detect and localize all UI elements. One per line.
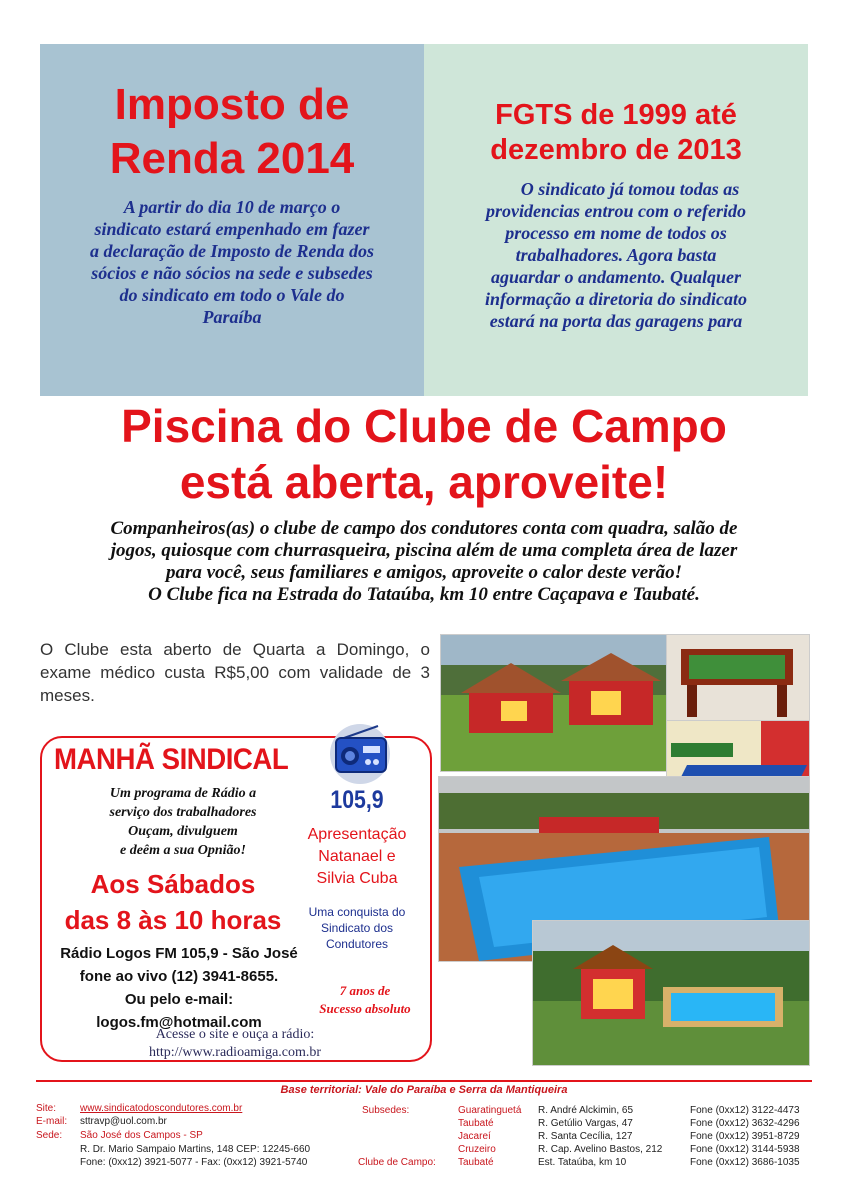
slogan-line: e deêm a sua Opnião! [120, 843, 246, 858]
imposto-line: a declaração de Imposto de Renda dos [90, 241, 374, 261]
footer-divider [36, 1080, 812, 1082]
contact-line: Ou pelo e-mail: [124, 991, 234, 1008]
fgts-line: O sindicato já tomou todas as [520, 179, 740, 199]
subsede-address: R. André Alckimin, 65 [538, 1105, 634, 1116]
fgts-line: providencias entrou com o referido [486, 201, 746, 221]
footer-clube-label: Clube de Campo: [358, 1157, 436, 1168]
club-description [20, 518, 828, 606]
conquest-line: Condutores [325, 937, 389, 951]
subsede-address: R. Santa Cecília, 127 [538, 1131, 633, 1142]
radio-contact [54, 942, 304, 1034]
desc-line: jogos, quiosque com churrasqueira, piscina além de uma completa área de lazer [110, 540, 738, 561]
subsede-city: Taubaté [458, 1118, 494, 1129]
fgts-title-line: dezembro de 2013 [490, 134, 742, 166]
imposto-line: A partir do dia 10 de março o [123, 197, 341, 217]
photo-foosball [666, 634, 810, 722]
photo-club-overview [532, 920, 810, 1066]
slogan-line: Um programa de Rádio a [109, 786, 257, 801]
fgts-title-line: FGTS de 1999 até [495, 99, 737, 131]
subsede-phone: Fone (0xx12) 3632-4296 [690, 1118, 800, 1129]
subsede-phone: Fone (0xx12) 3686-1035 [690, 1157, 800, 1168]
photo-kiosks [440, 634, 668, 772]
radio-site [110, 1026, 360, 1062]
conquest-line: Sindicato dos [320, 921, 394, 935]
radio-slogan [58, 784, 308, 860]
footer-sede-label: Sede: [36, 1130, 63, 1141]
site-line: Acesse o site e ouça a rádio: [155, 1027, 315, 1042]
footer-site-link[interactable]: www.sindicatodoscondutores.com.br [80, 1103, 243, 1114]
subsede-phone: Fone (0xx12) 3951-8729 [690, 1131, 800, 1142]
schedule-line: Aos Sábados [90, 869, 256, 899]
subsede-city: Guaratinguetá [458, 1105, 522, 1116]
presenter-line: Natanael e [318, 848, 396, 865]
desc-line: O Clube fica na Estrada do Tataúba, km 10 entre Caçapava e Taubaté. [148, 584, 700, 605]
footer-email[interactable]: sttravp@uol.com.br [80, 1116, 167, 1127]
radio-conquest [296, 904, 418, 952]
headline-line: Piscina do Clube de Campo [121, 400, 727, 452]
imposto-line: do sindicato em todo o Vale do [119, 285, 345, 305]
imposto-title-line: Imposto de [114, 80, 350, 129]
footer-email-label: E-mail: [36, 1116, 68, 1127]
subsede-address: R. Cap. Avelino Bastos, 212 [538, 1144, 663, 1155]
imposto-title [40, 78, 424, 186]
fgts-text [440, 178, 792, 332]
contact-line: Rádio Logos FM 105,9 - São José [60, 945, 298, 962]
headline-line: está aberta, aproveite! [179, 456, 669, 508]
radio-program-name: MANHÃ SINDICAL [54, 743, 289, 776]
years-line: Sucesso absoluto [319, 1001, 411, 1016]
imposto-title-line: Renda 2014 [109, 134, 355, 183]
schedule-line: das 8 às 10 horas [64, 905, 282, 935]
pool-headline [20, 398, 828, 510]
subsede-address: Est. Tataúba, km 10 [538, 1157, 627, 1168]
years-line: 7 anos de [339, 983, 391, 998]
slogan-line: serviço dos trabalhadores [109, 805, 257, 820]
fgts-line: trabalhadores. Agora basta [515, 245, 717, 265]
footer-site-label: Site: [36, 1103, 57, 1114]
imposto-line: sócios e não sócios na sede e subsedes [91, 263, 373, 283]
footer-sede-address: R. Dr. Mario Sampaio Martins, 148 CEP: 12245-660 [80, 1144, 311, 1155]
fgts-line: processo em nome de todos os [505, 223, 727, 243]
presenter-line: Silvia Cuba [316, 870, 398, 887]
fgts-line: aguardar o andamento. Qualquer [490, 267, 742, 287]
footer-sede-city: São José dos Campos - SP [80, 1130, 203, 1141]
subsede-city: Taubaté [458, 1157, 494, 1168]
footer-subsedes-label: Subsedes: [362, 1105, 410, 1116]
imposto-line: Paraíba [202, 307, 262, 327]
desc-line: Companheiros(as) o clube de campo dos condutores conta com quadra, salão de [110, 518, 738, 539]
subsede-city: Cruzeiro [458, 1144, 496, 1155]
fgts-title [424, 98, 808, 168]
conquest-line: Uma conquista do [308, 905, 406, 919]
imposto-text [50, 196, 414, 328]
contact-line: fone ao vivo (12) 3941-8655. [79, 968, 279, 985]
radio-presenters [298, 824, 416, 890]
slogan-line: Ouçam, divulguem [128, 824, 238, 839]
subsede-phone: Fone (0xx12) 3144-5938 [690, 1144, 800, 1155]
footer-sede-phones: Fone: (0xx12) 3921-5077 - Fax: (0xx12) 3921-5740 [80, 1157, 308, 1168]
imposto-line: sindicato estará empenhado em fazer [94, 219, 370, 239]
subsede-phone: Fone (0xx12) 3122-4473 [690, 1105, 800, 1116]
radio-site-link[interactable]: http://www.radioamiga.com.br [148, 1045, 322, 1060]
club-hours: O Clube esta aberto de Quarta a Domingo, o exame médico custa R$5,00 com validade de 3 meses. [40, 640, 430, 705]
subsede-city: Jacareí [458, 1131, 491, 1142]
fgts-line: estará na porta das garagens para [489, 311, 743, 331]
radio-icon [328, 716, 392, 786]
fgts-line: informação a diretoria do sindicato [484, 289, 747, 309]
radio-frequency: 105,9 [330, 786, 384, 814]
radio-years [300, 982, 430, 1018]
footer-base: Base territorial: Vale do Paraíba e Serra da Mantiqueira [280, 1084, 568, 1096]
desc-line: para você, seus familiares e amigos, aproveite o calor deste verão! [165, 562, 683, 583]
presenter-line: Apresentação [307, 826, 407, 843]
contact-line: logos.fm@hotmail.com [96, 1014, 262, 1031]
subsede-address: R. Getúlio Vargas, 47 [538, 1118, 633, 1129]
radio-schedule [48, 866, 298, 938]
